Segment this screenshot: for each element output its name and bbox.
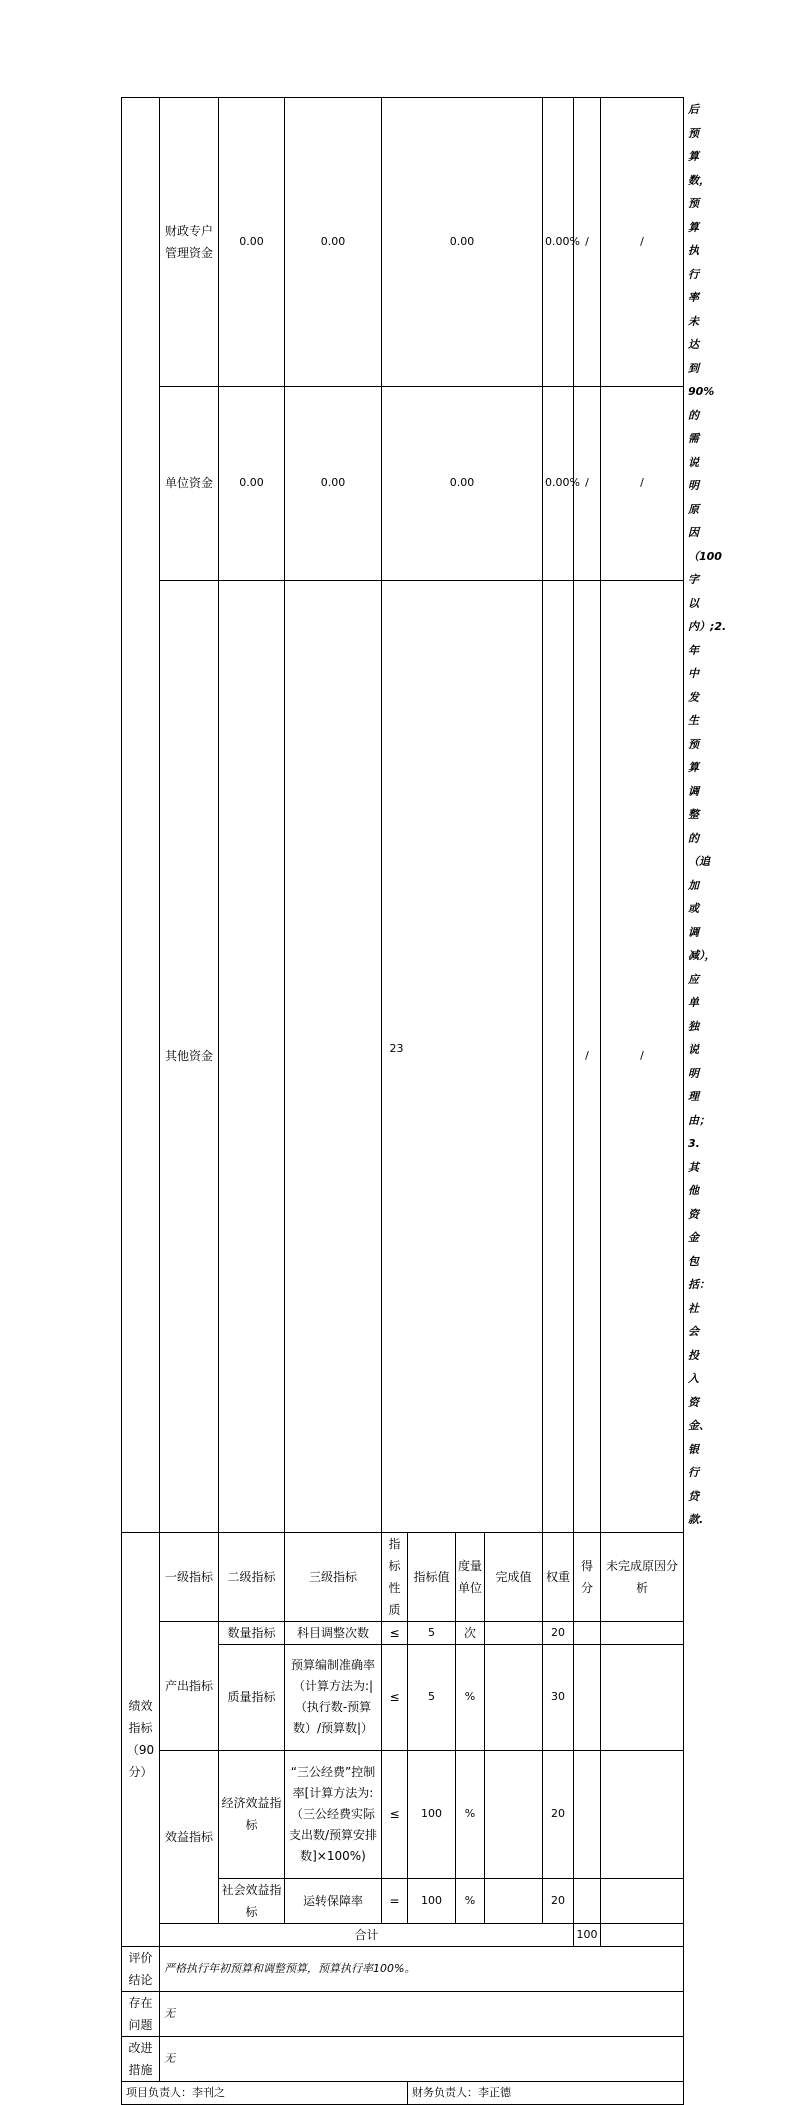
score-cell: [574, 1750, 601, 1878]
fund-label: 单位资金: [160, 386, 219, 580]
header-unit: 度量单位: [456, 1532, 485, 1621]
measures-label: 改进措施: [122, 2036, 160, 2081]
header-score: 得分: [574, 1532, 601, 1621]
reason-cell: [601, 1621, 684, 1644]
fund-value: 0.00: [382, 98, 543, 387]
total-row: [122, 1923, 684, 1946]
total-score: [601, 1923, 684, 1946]
reason-cell: [601, 1878, 684, 1923]
signature-row: [122, 2081, 684, 2104]
project-lead: 项目负责人：李刊之: [122, 2081, 408, 2104]
issues-label: 存在问题: [122, 1991, 160, 2036]
budget-blank-cell: [122, 98, 160, 1533]
weight-cell: 20: [543, 1621, 574, 1644]
level3-cell: “三公经费”控制率[计算方法为:（三公经费实际支出数/预算安排数]×100%): [285, 1750, 382, 1878]
header-level2: 二级指标: [219, 1532, 285, 1621]
weight-cell: 20: [543, 1750, 574, 1878]
score-cell: [574, 1878, 601, 1923]
unit-cell: 次: [456, 1621, 485, 1644]
fund-value: 0.00: [285, 98, 382, 387]
page-number: 23: [389, 1042, 404, 1055]
nature-cell: ≤: [382, 1750, 408, 1878]
nature-cell: =: [382, 1878, 408, 1923]
evaluation-text: 严格执行年初预算和调整预算，预算执行率100%。: [160, 1946, 684, 1991]
value-cell: 100: [408, 1878, 456, 1923]
header-value: 指标值: [408, 1532, 456, 1621]
measures-text: 无: [160, 2036, 684, 2081]
budget-row: [122, 580, 684, 1532]
issues-text: 无: [160, 1991, 684, 2036]
evaluation-row: [122, 1946, 684, 1991]
fund-label: 财政专户管理资金: [160, 98, 219, 387]
fund-value: [382, 580, 543, 1532]
done-cell: [485, 1750, 543, 1878]
header-level1: 一级指标: [160, 1532, 219, 1621]
done-cell: [485, 1644, 543, 1750]
done-cell: [485, 1621, 543, 1644]
nature-cell: ≤: [382, 1644, 408, 1750]
level3-cell: 运转保障率: [285, 1878, 382, 1923]
fund-slash: /: [574, 98, 601, 387]
level2-cell: 经济效益指标: [219, 1750, 285, 1878]
level2-cell: 社会效益指标: [219, 1878, 285, 1923]
reason-cell: [601, 1644, 684, 1750]
budget-row: 财政专户管理资金 0.00 0.00 0.00 0.00% / / 后预算数，预算执行率未达到90%的需说明原因（100字以内）;2.年中发生预算调整的（追加或调减），应单独说明理由；3.其他资金包括：社会投入资金、银行贷款.: [122, 98, 684, 387]
fund-rate: 0.00%: [543, 98, 574, 387]
finance-lead: 财务负责人：李正德: [408, 2081, 684, 2104]
header-nature: 指标性质: [382, 1532, 408, 1621]
nature-cell: ≤: [382, 1621, 408, 1644]
done-cell: [485, 1878, 543, 1923]
reason-cell: [601, 1750, 684, 1878]
evaluation-label: 评价结论: [122, 1946, 160, 1991]
fund-slash: /: [574, 386, 601, 580]
perf-header-row: [122, 1532, 684, 1621]
level2-cell: 质量指标: [219, 1644, 285, 1750]
fund-label: 其他资金: [160, 580, 219, 1532]
fund-value: 0.00: [382, 386, 543, 580]
total-label: 合计: [160, 1923, 574, 1946]
indicator-row: [122, 1750, 684, 1878]
fund-rate: 0.00%: [543, 386, 574, 580]
fund-slash: /: [601, 580, 684, 1532]
header-weight: 权重: [543, 1532, 574, 1621]
fund-value: [219, 580, 285, 1532]
fund-slash: /: [601, 98, 684, 387]
fund-value: 0.00: [285, 386, 382, 580]
group-output: 产出指标: [160, 1621, 219, 1750]
fund-rate: [543, 580, 574, 1532]
unit-cell: %: [456, 1750, 485, 1878]
level3-cell: 预算编制准确率（计算方法为:|（执行数-预算数）/预算数|）: [285, 1644, 382, 1750]
performance-table: [121, 97, 727, 2105]
score-cell: [574, 1644, 601, 1750]
group-benefit: 效益指标: [160, 1750, 219, 1923]
level2-cell: 数量指标: [219, 1621, 285, 1644]
issues-row: [122, 1991, 684, 2036]
fund-value: 0.00: [219, 386, 285, 580]
header-level3: 三级指标: [285, 1532, 382, 1621]
header-done: 完成值: [485, 1532, 543, 1621]
perf-section-label: 绩效指标（90分）: [122, 1532, 160, 1946]
weight-cell: 30: [543, 1644, 574, 1750]
unit-cell: %: [456, 1644, 485, 1750]
fund-value: 0.00: [219, 98, 285, 387]
fund-slash: /: [601, 386, 684, 580]
unit-cell: %: [456, 1878, 485, 1923]
total-weight: 100: [574, 1923, 601, 1946]
fund-value: [285, 580, 382, 1532]
header-reason: 未完成原因分析: [601, 1532, 684, 1621]
value-cell: 5: [408, 1644, 456, 1750]
fund-slash: /: [574, 580, 601, 1532]
budget-row: [122, 386, 684, 580]
measures-row: [122, 2036, 684, 2081]
value-cell: 100: [408, 1750, 456, 1878]
score-cell: [574, 1621, 601, 1644]
weight-cell: 20: [543, 1878, 574, 1923]
value-cell: 5: [408, 1621, 456, 1644]
indicator-row: [122, 1621, 684, 1644]
level3-cell: 科目调整次数: [285, 1621, 382, 1644]
